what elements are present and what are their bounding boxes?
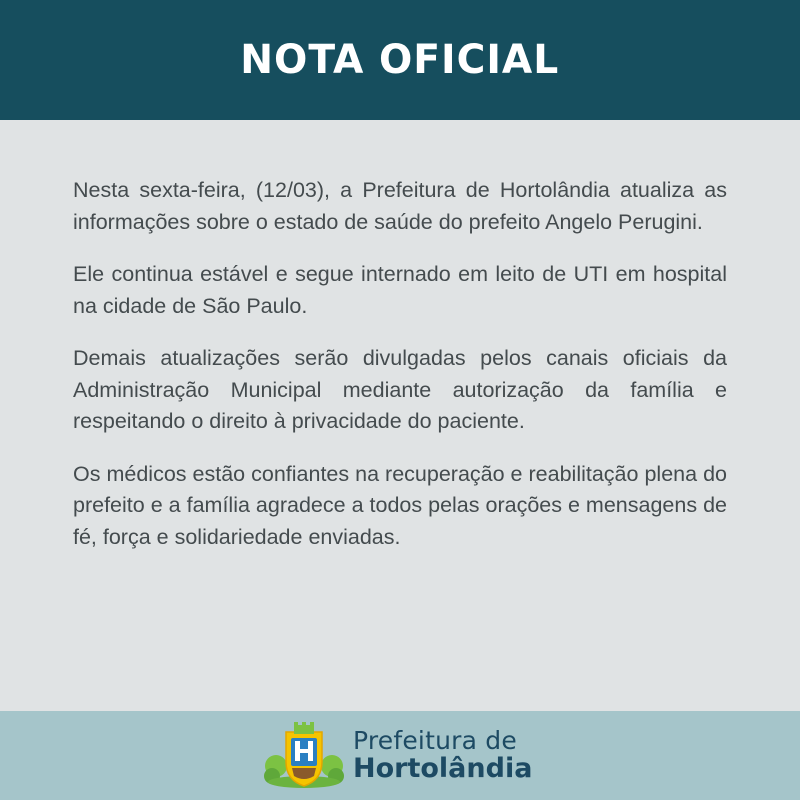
hortolandia-coat-of-arms-icon (264, 722, 344, 788)
paragraph-1: Nesta sexta-feira, (12/03), a Prefeitura de Hortolândia atualiza as informações sobre o estado de saúde do prefeito Angelo Perugini. (73, 178, 727, 234)
header-banner (0, 0, 800, 120)
paragraph-4: Os médicos estão confiantes na recuperação e reabilitação plena do prefeito e a família agradece a todos pelas orações e mensagens de fé, força e solidariedade enviadas. (73, 461, 727, 549)
official-note-body (73, 175, 727, 574)
paragraph-2: Ele continua estável e segue internado em leito de UTI em hospital na cidade de São Paulo. (73, 262, 727, 318)
page-title: NOTA OFICIAL (240, 37, 560, 83)
brand-line-hortolandia: Hortolândia (353, 753, 533, 784)
brand-line-prefeitura: Prefeitura de (353, 726, 517, 755)
paragraph-3: Demais atualizações serão divulgadas pelos canais oficiais da Administração Municipal mediante autorização da família e respeitando o direito à privacidade do paciente. (73, 346, 727, 433)
footer-brand (353, 727, 532, 784)
